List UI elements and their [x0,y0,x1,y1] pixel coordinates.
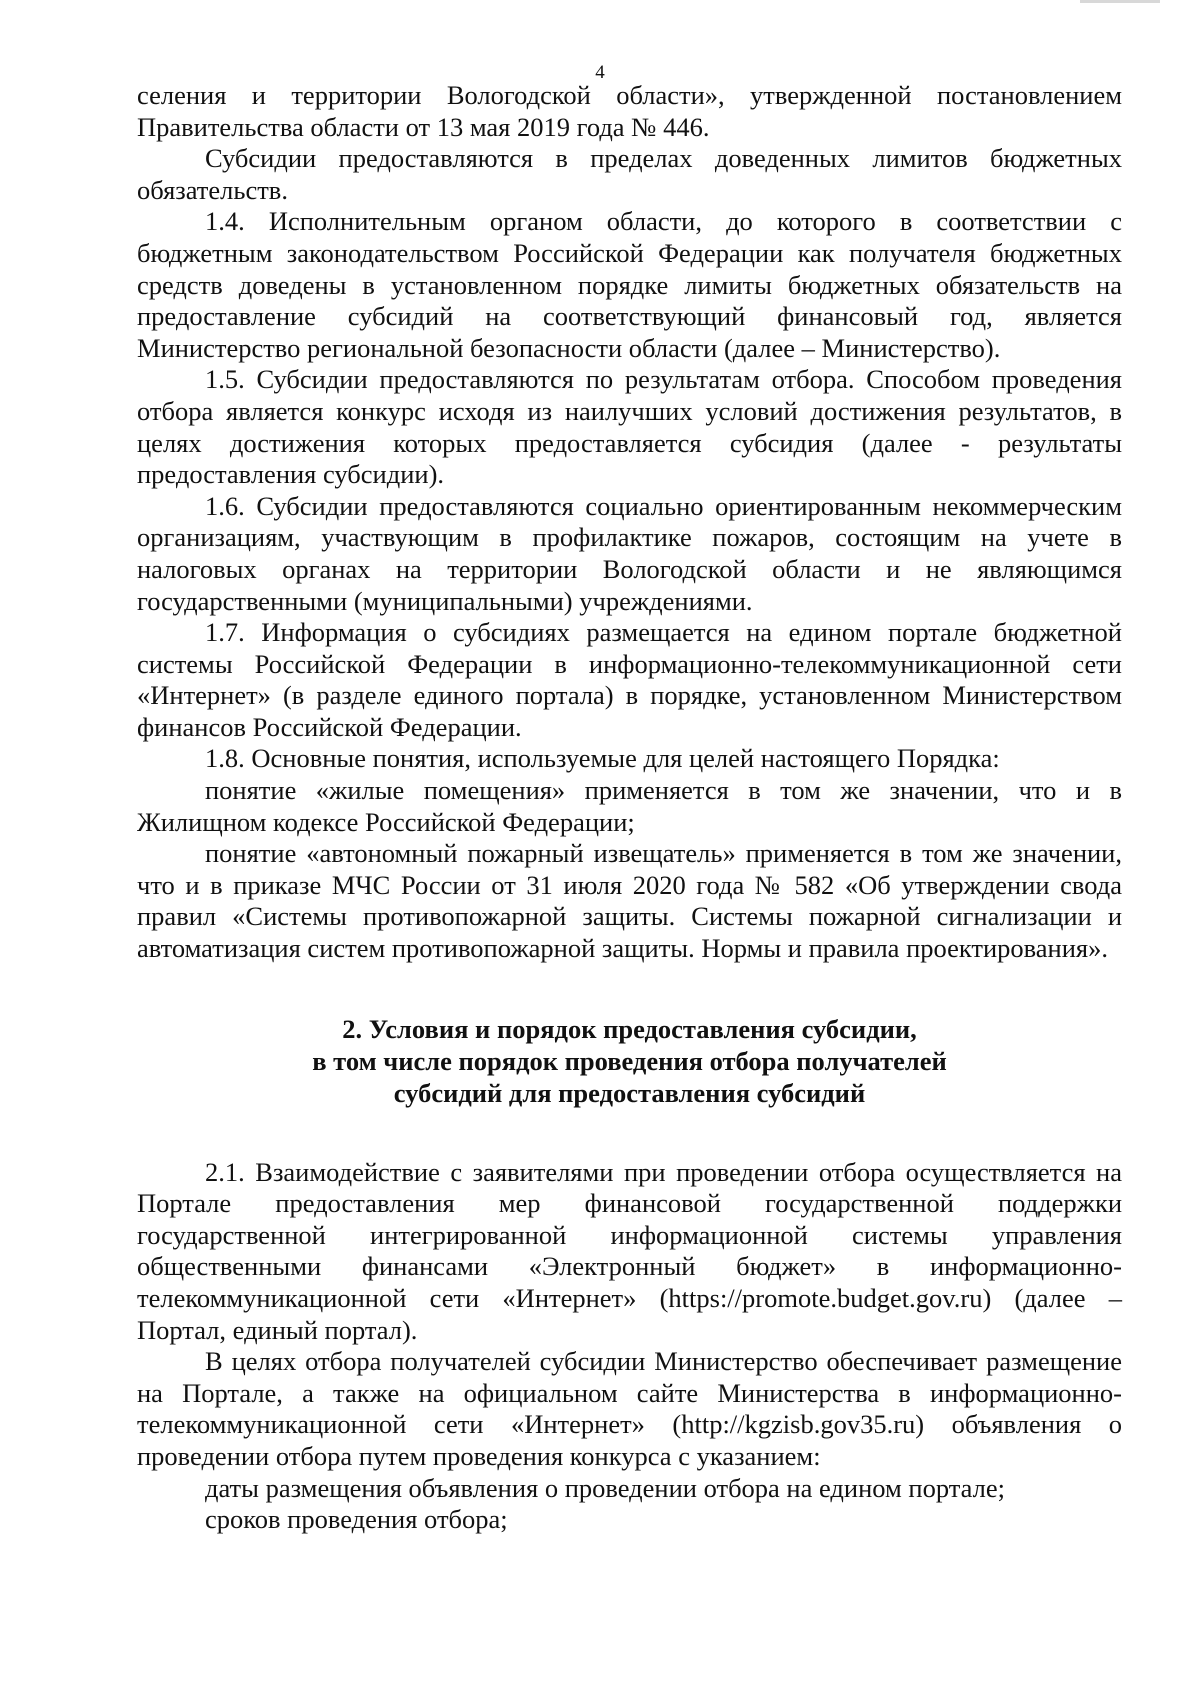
paragraph: Субсидии предоставляются в пределах доведенных лимитов бюджетных обязательств. [137,143,1122,205]
page-number: 4 [595,62,605,83]
definition-paragraph: понятие «автономный пожарный извещатель» применяется в том же значении, что и в приказе МЧС России от 31 июля 2020 года № 582 «Об утверждении свода правил «Системы противопожарной защиты. Системы пожарной сигнализации и автоматизация систем противопожарной защиты. Нормы и правила проектирования». [137,838,1122,964]
section-heading-line: 2. Условия и порядок предоставления субсидии, [342,1013,917,1044]
section-heading-line: субсидий для предоставления субсидий [393,1077,866,1108]
definition-paragraph: понятие «жилые помещения» применяется в том же значении, что и в Жилищном кодексе Российской Федерации; [137,775,1122,837]
paragraph: В целях отбора получателей субсидии Министерство обеспечивает размещение на Портале, а также на официальном сайте Министерства в информационно-телекоммуникационной сети «Интернет» (http://kgzisb.gov35.ru) объявления о проведении отбора путем проведения конкурса с указанием: [137,1346,1122,1471]
paragraph-1-5: 1.5. Субсидии предоставляются по результатам отбора. Способом проведения отбора является конкурс исходя из наилучших условий достижения результатов, в целях достижения которых предоставляется субсидия (далее - результаты предоставления субсидии). [137,364,1122,490]
scan-edge-mark [1080,0,1160,3]
paragraph-2-1: 2.1. Взаимодействие с заявителями при проведении отбора осуществляется на Портале предоставления мер финансовой государственной поддержки государственной интегрированной информационной системы управления общественными финансами «Электронный бюджет» в информационно-телекоммуникационной сети «Интернет» (https://promote.budget.gov.ru) (далее – Портал, единый портал). [137,1156,1122,1345]
section-heading [137,1013,1122,1109]
list-item: даты размещения объявления о проведении отбора на едином портале; [205,1472,1005,1503]
paragraph-1-8: 1.8. Основные понятия, используемые для целей настоящего Порядка: [205,743,1000,774]
section-heading-line: в том числе порядок проведения отбора получателей [312,1045,947,1076]
paragraph: селения и территории Вологодской области», утвержденной постановлением Правительства области от 13 мая 2019 года № 446. [137,80,1122,142]
list-item: сроков проведения отбора; [205,1504,508,1535]
paragraph-1-6: 1.6. Субсидии предоставляются социально ориентированным некоммерческим организациям, участвующим в профилактике пожаров, состоящим на учете в налоговых органах на территории Вологодской области и не являющимся государственными (муниципальными) учреждениями. [137,490,1122,616]
paragraph-1-7: 1.7. Информация о субсидиях размещается на едином портале бюджетной системы Российской Федерации в информационно-телекоммуникационной сети «Интернет» (в разделе единого портала) в порядке, установленном Министерством финансов Российской Федерации. [137,617,1122,742]
document-body [137,80,1122,1536]
paragraph-1-4: 1.4. Исполнительным органом области, до которого в соответствии с бюджетным законодательством Российской Федерации как получателя бюджетных средств доведены в установленном порядке лимиты бюджетных обязательств на предоставление субсидий на соответствующий финансовый год, является Министерство региональной безопасности области (далее – Министерство). [137,206,1122,363]
